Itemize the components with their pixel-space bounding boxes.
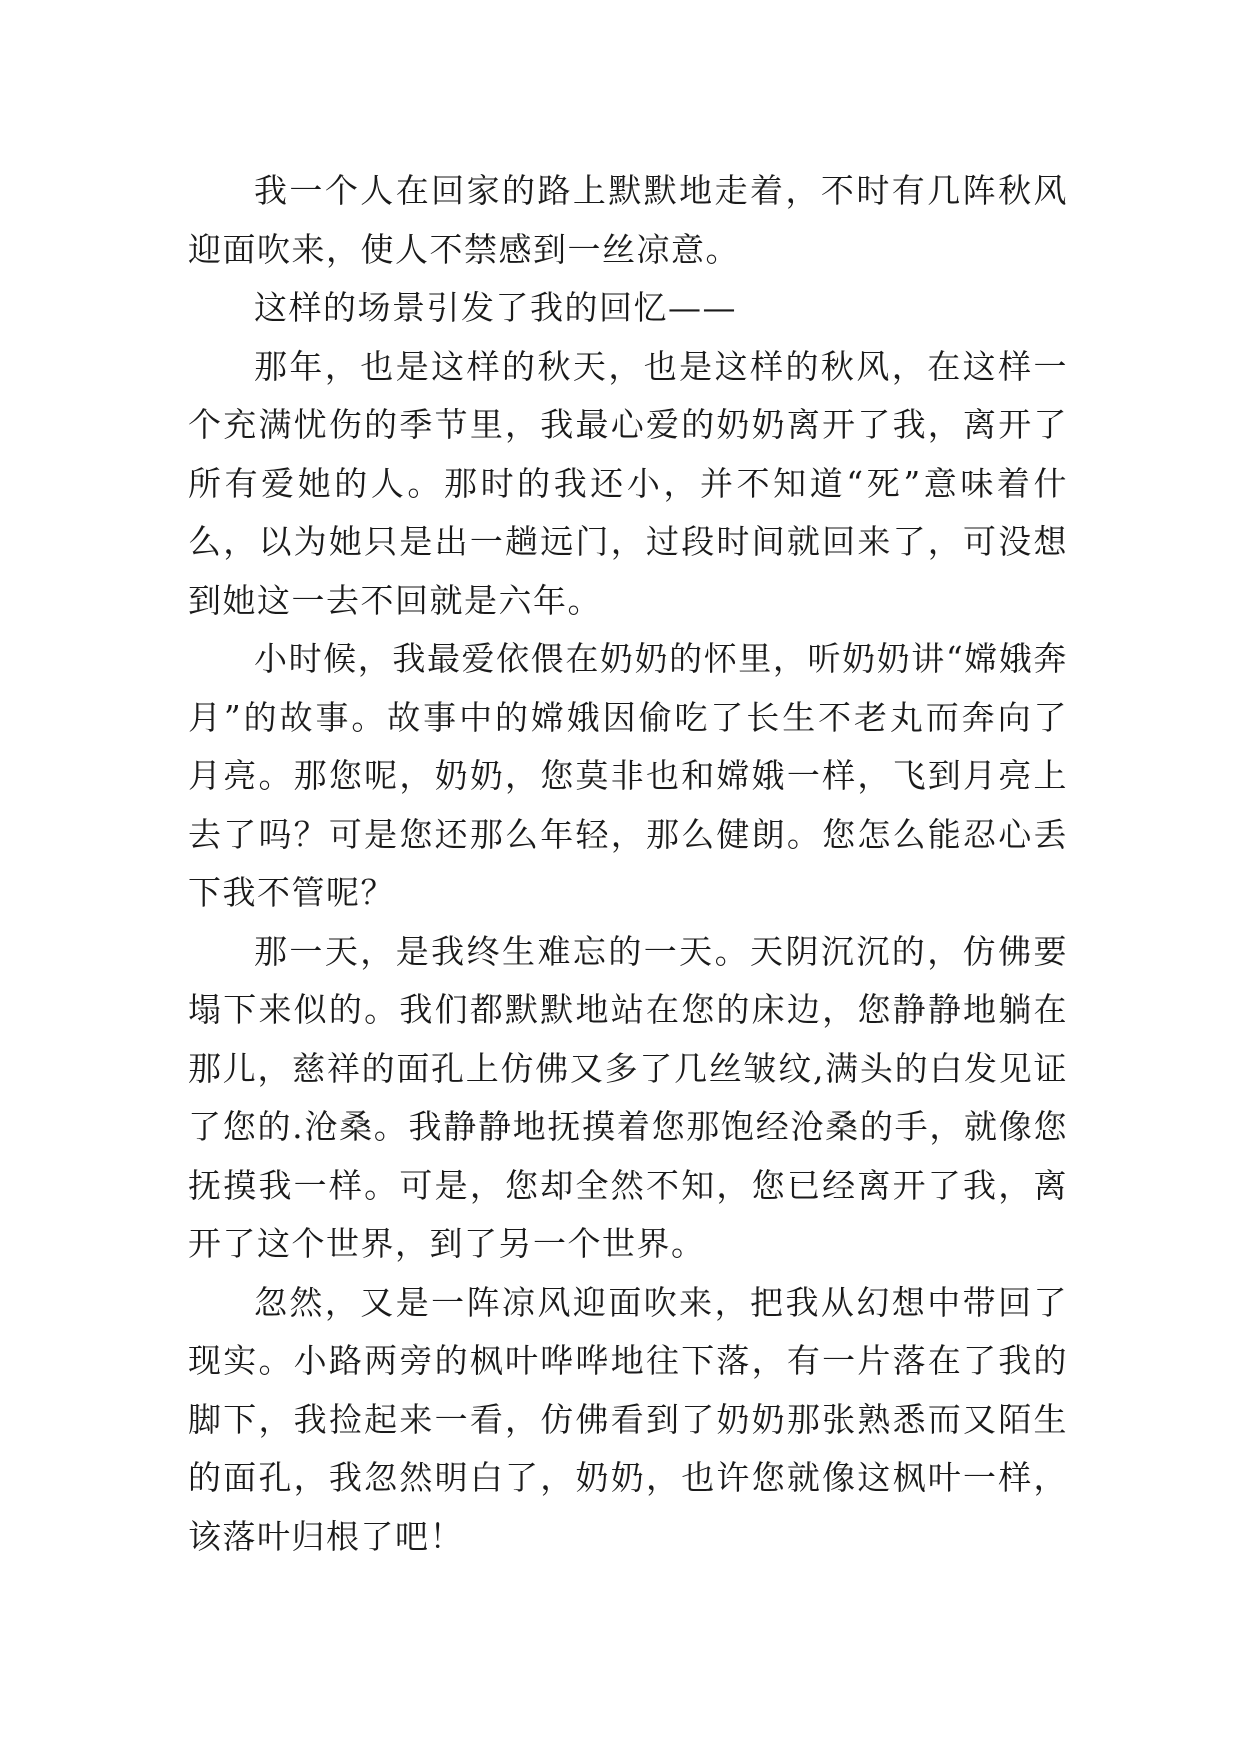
paragraph-1: 我一个人在回家的路上默默地走着，不时有几阵秋风迎面吹来，使人不禁感到一丝凉意。 [188,171,1068,269]
paragraph-2: 这样的场景引发了我的回忆—— [254,288,737,327]
paragraph-4: 小时候，我最爱依偎在奶奶的怀里，听奶奶讲“嫦娥奔月”的故事。故事中的嫦娥因偷吃了长生不老丸而奔向了月亮。那您呢，奶奶，您莫非也和嫦娥一样，飞到月亮上去了吗？可是您还那么年轻，那么健朗。您怎么能忍心丢下我不管呢？ [188,639,1068,912]
paragraph-5: 那一天，是我终生难忘的一天。天阴沉沉的，仿佛要塌下来似的。我们都默默地站在您的床边，您静静地躺在那儿，慈祥的面孔上仿佛又多了几丝皱纹,满头的白发见证了您的.沧桑。我静静地抚摸着您那饱经沧桑的手，就像您抚摸我一样。可是，您却全然不知，您已经离开了我，离开了这个世界，到了另一个世界。 [188,931,1068,1263]
paragraph-3: 那年，也是这样的秋天，也是这样的秋风，在这样一个充满忧伤的季节里，我最心爱的奶奶离开了我，离开了所有爱她的人。那时的我还小，并不知道“死”意味着什么，以为她只是出一趟远门，过段时间就回来了，可没想到她这一去不回就是六年。 [188,346,1068,620]
paragraph-6: 忽然，又是一阵凉风迎面吹来，把我从幻想中带回了现实。小路两旁的枫叶哗哗地往下落，有一片落在了我的脚下，我捡起来一看，仿佛看到了奶奶那张熟悉而又陌生的面孔，我忽然明白了，奶奶，也许您就像这枫叶一样，该落叶归根了吧！ [188,1282,1068,1556]
essay-body [188,162,1068,1566]
